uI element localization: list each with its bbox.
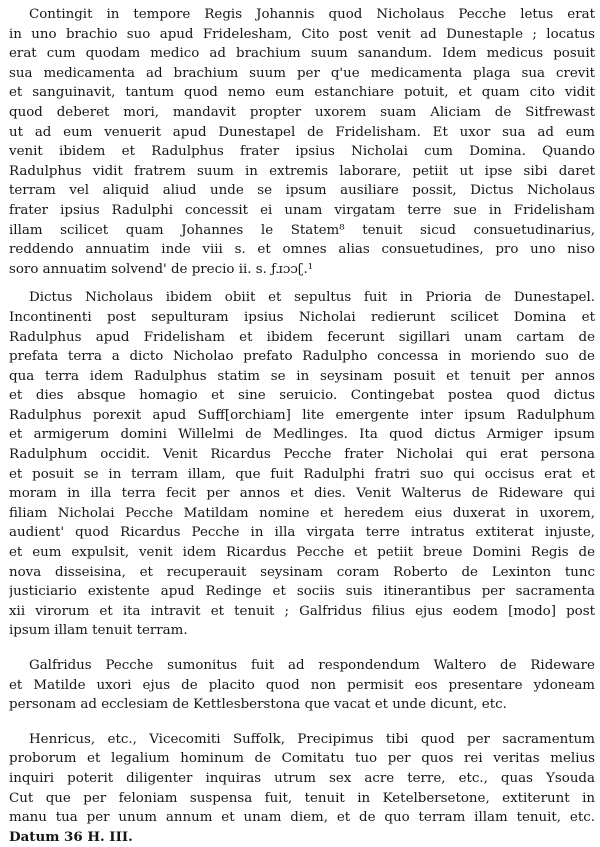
text-line: Galfridus Pecche sumonitus fuit ad respondendum Waltero de Rideware	[29, 658, 595, 673]
paragraph-2	[9, 288, 595, 641]
text-line: Radulphus porexit apud Suff[orchiam] lite emergente inter ipsum Radulphum	[9, 407, 595, 423]
text-line: illam scilicet quam Johannes le Statem⁸ tenuit sicud consuetudinarius,	[9, 222, 595, 238]
text-line: moram in illa terra fecit per annos et dies. Venit Walterus de Rideware qui	[9, 486, 595, 502]
text-line: erat cum quodam medico ad brachium suum sanandum. Idem medicus posuit	[9, 46, 595, 62]
text-line: terram vel aliquid aliud unde se ipsum ausiliare possit, Dictus Nicholaus	[9, 183, 595, 199]
text-line: filiam Nicholai Pecche Matildam nomine et heredem eius duxerat in uxorem,	[9, 505, 595, 521]
paragraph-gap	[9, 715, 595, 730]
text-line: et sanguinavit, tantum quod nemo eum estanchiare potuit, et quam cito vidit	[9, 85, 595, 101]
text-line: qua terra idem Radulphus statim se in seysinam posuit et tenuit per annos	[9, 368, 595, 384]
text-line: inquiri poterit diligenter inquiras utrum sex acre terre, etc., quas Ysouda	[9, 770, 595, 786]
text-line: reddendo annuatim inde viii s. et omnes alias consuetudines, pro uno niso	[9, 242, 595, 258]
text-line: quod deberet mori, mandavit propter uxorem suam Aliciam de Sitfrewast	[9, 104, 595, 120]
text-line: Henricus, etc., Vicecomiti Suffolk, Precipimus tibi quod per sacramentum	[29, 731, 595, 747]
text-line: Cut que per feloniam suspensa fuit, tenuit in Ketelbersetone, extiterunt in	[9, 790, 595, 806]
text-line: manu tua per unum annum et unam diem, et de quo terram illam tenuit, etc.	[9, 810, 595, 826]
paragraph-3	[9, 656, 595, 715]
text-line: et dies absque homagio et sine seruicio. Contingebat postea quod dictus	[9, 388, 595, 404]
text-line: justiciario existente apud Redinge et sociis suis itinerantibus per sacramenta	[9, 584, 595, 600]
paragraph-1	[9, 5, 595, 279]
text-line: nova disseisina, et recuperauit seysinam coram Roberto de Lexinton tunc	[9, 564, 595, 580]
text-line: soro annuatim solvend' de precio ii. s. ƒɹɔɔʗ.¹	[9, 261, 314, 277]
text-line: et armigerum domini Willelmi de Medlinges. Ita quod dictus Armiger ipsum	[9, 427, 595, 443]
text-line: ut ad eum venuerit apud Dunestapel de Fridelisham. Et uxor sua ad eum	[9, 124, 595, 140]
text-line: Datum 36 H. III.	[9, 828, 133, 845]
paragraph-gap	[9, 279, 595, 288]
text-line: Radulphus vidit fratrem suum in extremis laborare, petiit ut ipse sibi daret	[9, 163, 595, 179]
text-line: Radulphus apud Fridelisham et ibidem fecerunt sigillari unam cartam de	[9, 329, 595, 345]
text-line: et eum expulsit, venit idem Ricardus Pecche et petiit breue Domini Regis de	[9, 545, 595, 561]
text-line: frater ipsius Radulphi concessit ei unam virgatam terre sue in Fridelisham	[9, 202, 595, 218]
text-line: proborum et legalium hominum de Comitatu tuo per quos rei veritas melius	[9, 751, 595, 767]
text-line: prefata terra a dicto Nicholao prefato Radulpho concessa in moriendo suo de	[9, 349, 595, 365]
text-line: venit ibidem et Radulphus frater ipsius Nicholai cum Domina. Quando	[9, 144, 595, 160]
text-line: Dictus Nicholaus ibidem obiit et sepultus fuit in Prioria de Dunestapel.	[29, 290, 595, 306]
document-page	[9, 5, 595, 847]
text-line: sua medicamenta ad brachium suum per q'ue medicamenta plaga sua crevit	[9, 65, 595, 81]
text-line: Contingit in tempore Regis Johannis quod Nicholaus Pecche letus erat	[29, 7, 595, 22]
paragraph-gap	[9, 641, 595, 656]
text-line: et Matilde uxori ejus de placito quod non permisit eos presentare ydoneam	[9, 677, 595, 693]
text-line: personam ad ecclesiam de Kettlesberstona que vacat et unde dicunt, etc.	[9, 697, 507, 713]
text-line: ipsum illam tenuit terram.	[9, 623, 188, 639]
paragraph-4	[9, 730, 595, 847]
text-line: xii virorum et ita intravit et tenuit ; Galfridus filius ejus eodem [modo] post	[9, 603, 595, 619]
text-line: in uno brachio suo apud Fridelesham, Cito post venit ad Dunestaple ; locatus	[9, 26, 595, 42]
text-line: et posuit se in terram illam, que fuit Radulphi fratri suo qui occisus erat et	[9, 466, 595, 482]
text-line: Radulphum occidit. Venit Ricardus Pecche frater Nicholai qui erat persona	[9, 447, 595, 463]
text-line: Incontinenti post sepulturam ipsius Nicholai redierunt scilicet Domina et	[9, 309, 595, 325]
text-line: audient' quod Ricardus Pecche in illa virgata terre intratus extiterat injuste,	[9, 525, 595, 541]
